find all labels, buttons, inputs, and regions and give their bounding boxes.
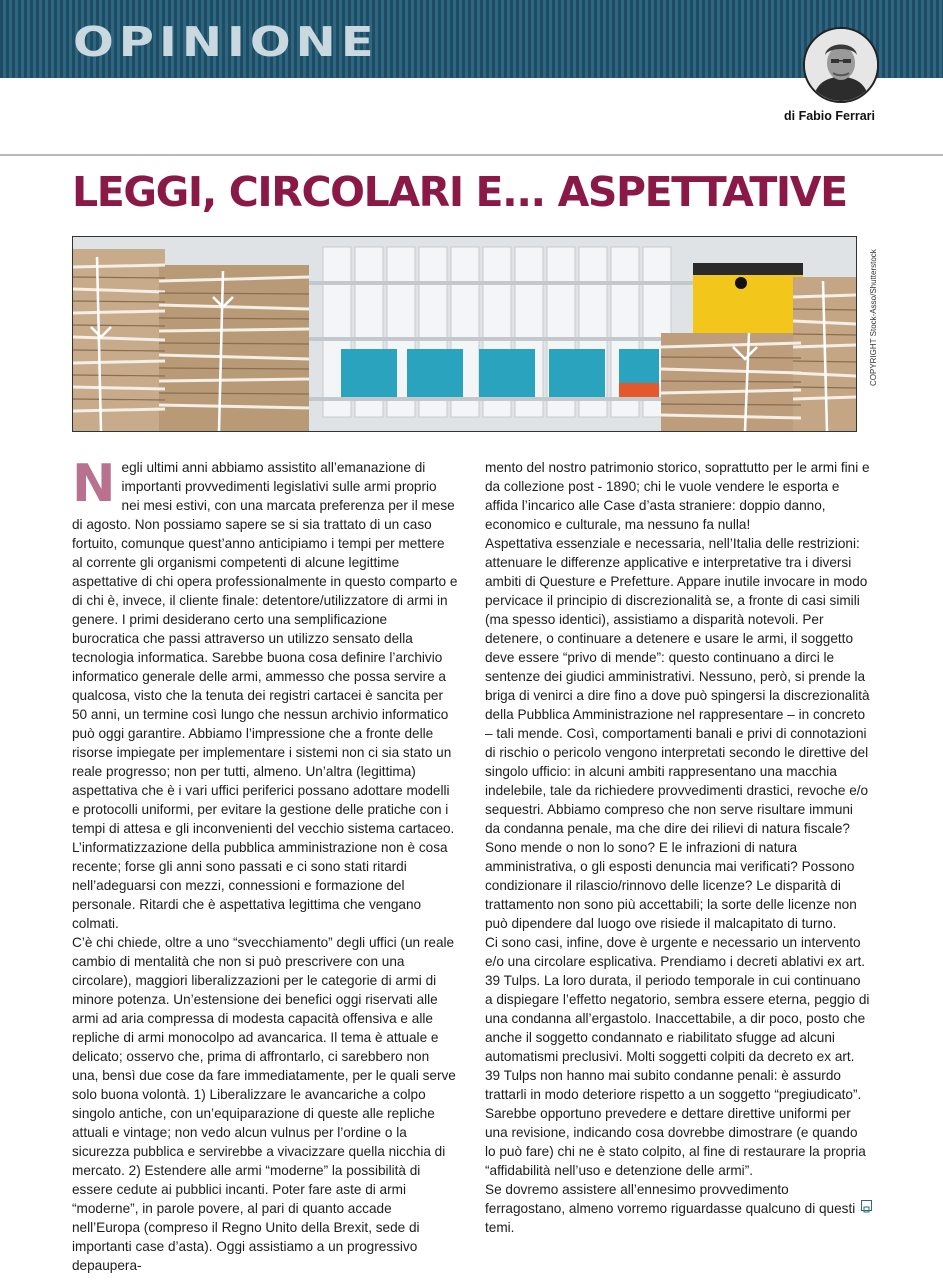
photo-credit: COPYRIGHT Stock-Asso/Shutterstock — [869, 249, 878, 386]
dropcap-letter: N — [72, 454, 116, 514]
paragraph: Ci sono casi, infine, dove è urgente e necessario un intervento e/o una circolare esplicativa. Prendiamo i decreti ablativi ex art. 39 Tulps. La loro durata, il periodo temporale in cui continuano a dispiegare l’effetto negatorio, sembra essere eterna, peggio di una condanna all’ergastolo. Inaccettabile, a dir poco, posto che anche il soggetto condannato e riabilitato sfugge ad alcuni automatismi preclusivi. Molti soggetti colpiti da decreto ex art. 39 Tulps non hanno mai subito condanne penali: è assurdo trattarli in modo deteriore rispetto a un soggetto “pregiudicato”. Sarebbe opportuno prevedere e dettare direttive uniformi per una revisione, indicando cosa dovrebbe dimostrare (e quando lo può fare) chi ne è stato colpito, al fine di restaurare la propria “affidabilità nell’uso e detenzione delle armi”. — [485, 935, 870, 1178]
author-byline: di Fabio Ferrari — [784, 109, 875, 123]
section-banner — [0, 0, 943, 78]
paragraph: mento del nostro patrimonio storico, soprattutto per le armi fini e da collezione post - 1890; chi le vuole vendere le esporta e affida l’incarico alle Case d’asta straniere: doppio danno, economico e culturale, ma nessuno fa nulla! — [485, 460, 870, 532]
header-divider — [0, 154, 943, 156]
article-title: LEGGI, CIRCOLARI E... ASPETTATIVE — [72, 168, 847, 216]
section-title: OPINIONE — [73, 18, 379, 67]
paragraph: Se dovremo assistere all’ennesimo provvedimento ferragostano, almeno vorremo riguardasse qualcuno di questi temi. — [485, 1182, 856, 1235]
article-column-right — [485, 458, 871, 1237]
paragraph: Aspettativa essenziale e necessaria, nell’Italia delle restrizioni: attenuare le differenze applicative e interpretative tra i diversi ambiti di Questure e Prefetture. Appare inutile invocare in modo pervicace il principio di discrezionalità se, a fronte di casi simili (ma spesso identici), assistiamo a disparità notevoli. Per detenere, o continuare a detenere e usare le armi, il soggetto deve essere “privo di mende”: questo continuano a dirci le sentenze dei giudici amministrativi. Nessuno, però, si prende la briga di venirci a dire fino a dove può spingersi la discrezionalità della Pubblica Amministrazione nel rappresentare – in concreto – tali mende. Così, comportamenti banali e privi di connotazioni di rischio o pericolo vengono interpretati secondo le direttive del singolo ufficio: in alcuni ambiti rappresentano una macchia indelebile, tale da richiedere provvedimenti drastici, revoche e/o sequestri. Abbiamo compreso che non serve risultare immuni da condanna penale, ma che dire dei rilievi di natura fiscale? Sono mende o non lo sono? E le infrazioni di natura amministrativa, o gli esposti denuncia mai verificati? Possono condizionare il rilascio/rinnovo delle licenze? Le disparità di trattamento non sono più accettabili; la sorte delle licenze non può dipendere dal luogo ove risiede il malcapitato di turno. — [485, 536, 870, 931]
author-avatar — [803, 27, 879, 103]
end-of-article-icon — [861, 1200, 872, 1211]
paragraph: Negli ultimi anni abbiamo assistito all’emanazione di importanti provvedimenti legislativi sulle armi proprio nei mesi estivi, con una marcata preferenza per il mese di agosto. Non possiamo sapere se si sia trattato di un caso fortuito, comunque quest’anno anticipiamo i tempi per mettere al corrente gli organismi competenti di alcune legittime aspettative di chi opera professionalmente in questo comparto e di chi è, invece, il cliente finale: detentore/utilizzatore di armi in genere. I primi desiderano certo una semplificazione burocratica che passi attraverso un utilizzo sensato della tecnologia informatica. Sarebbe buona cosa definire l’archivio informatico generale delle armi, ammesso che possa servire a qualcosa, visto che la tenuta dei registri cartacei è sancita per 50 anni, un termine così lungo che nessun archivio informatico può oggi garantire. Abbiamo l’impressione che a fronte delle risorse impiegate per implementare i sistemi non ci sia stato un reale progresso; non per tutti, almeno. Un’altra (legittima) aspettativa che è i vari uffici periferici possano adottare modelli e protocolli uniformi, per evitare la gestione delle pratiche con i tempi di attesa e gli inconvenienti del vecchio sistema cartaceo. L’informatizzazione della pubblica amministrazione non è cosa recente; forse gli anni sono passati e ci sono stati ritardi nell’adeguarsi con mezzi, connessioni e formazione del personale. Ritardi che è aspettativa legittima che vengano colmati. — [72, 454, 458, 931]
article-photo — [72, 236, 857, 432]
article-column-left — [72, 454, 458, 1275]
paragraph: C’è chi chiede, oltre a uno “svecchiamento” degli uffici (un reale cambio di mentalità che non si può prescrivere con una circolare), maggiori liberalizzazioni per le categorie di armi di minore potenza. Un’estensione dei benefici oggi riservati alle armi ad aria compressa di modesta capacità offensiva e alle repliche di armi monocolpo ad avancarica. Il tema è attuale e delicato; osservo che, prima di affrontarlo, ci sarebbero non una, bensì due cose da fare immediatamente, per le quali serve solo buona volontà. 1) Liberalizzare le avancariche a colpo singolo antiche, con un’equiparazione di queste alle repliche attuali e vintage; non vedo alcun vulnus per l’ordine o la sicurezza pubblica e servirebbe a vivacizzare quella nicchia di mercato. 2) Estendere alle armi “moderne” la possibilità di essere cedute ai pubblici incanti. Poter fare aste di armi “moderne”, in parole povere, al pari di quanto accade nell’Europa (compreso il Regno Unito della Brexit, sede di importanti case d’asta). Oggi assistiamo a un progressivo depaupera- — [72, 935, 456, 1273]
